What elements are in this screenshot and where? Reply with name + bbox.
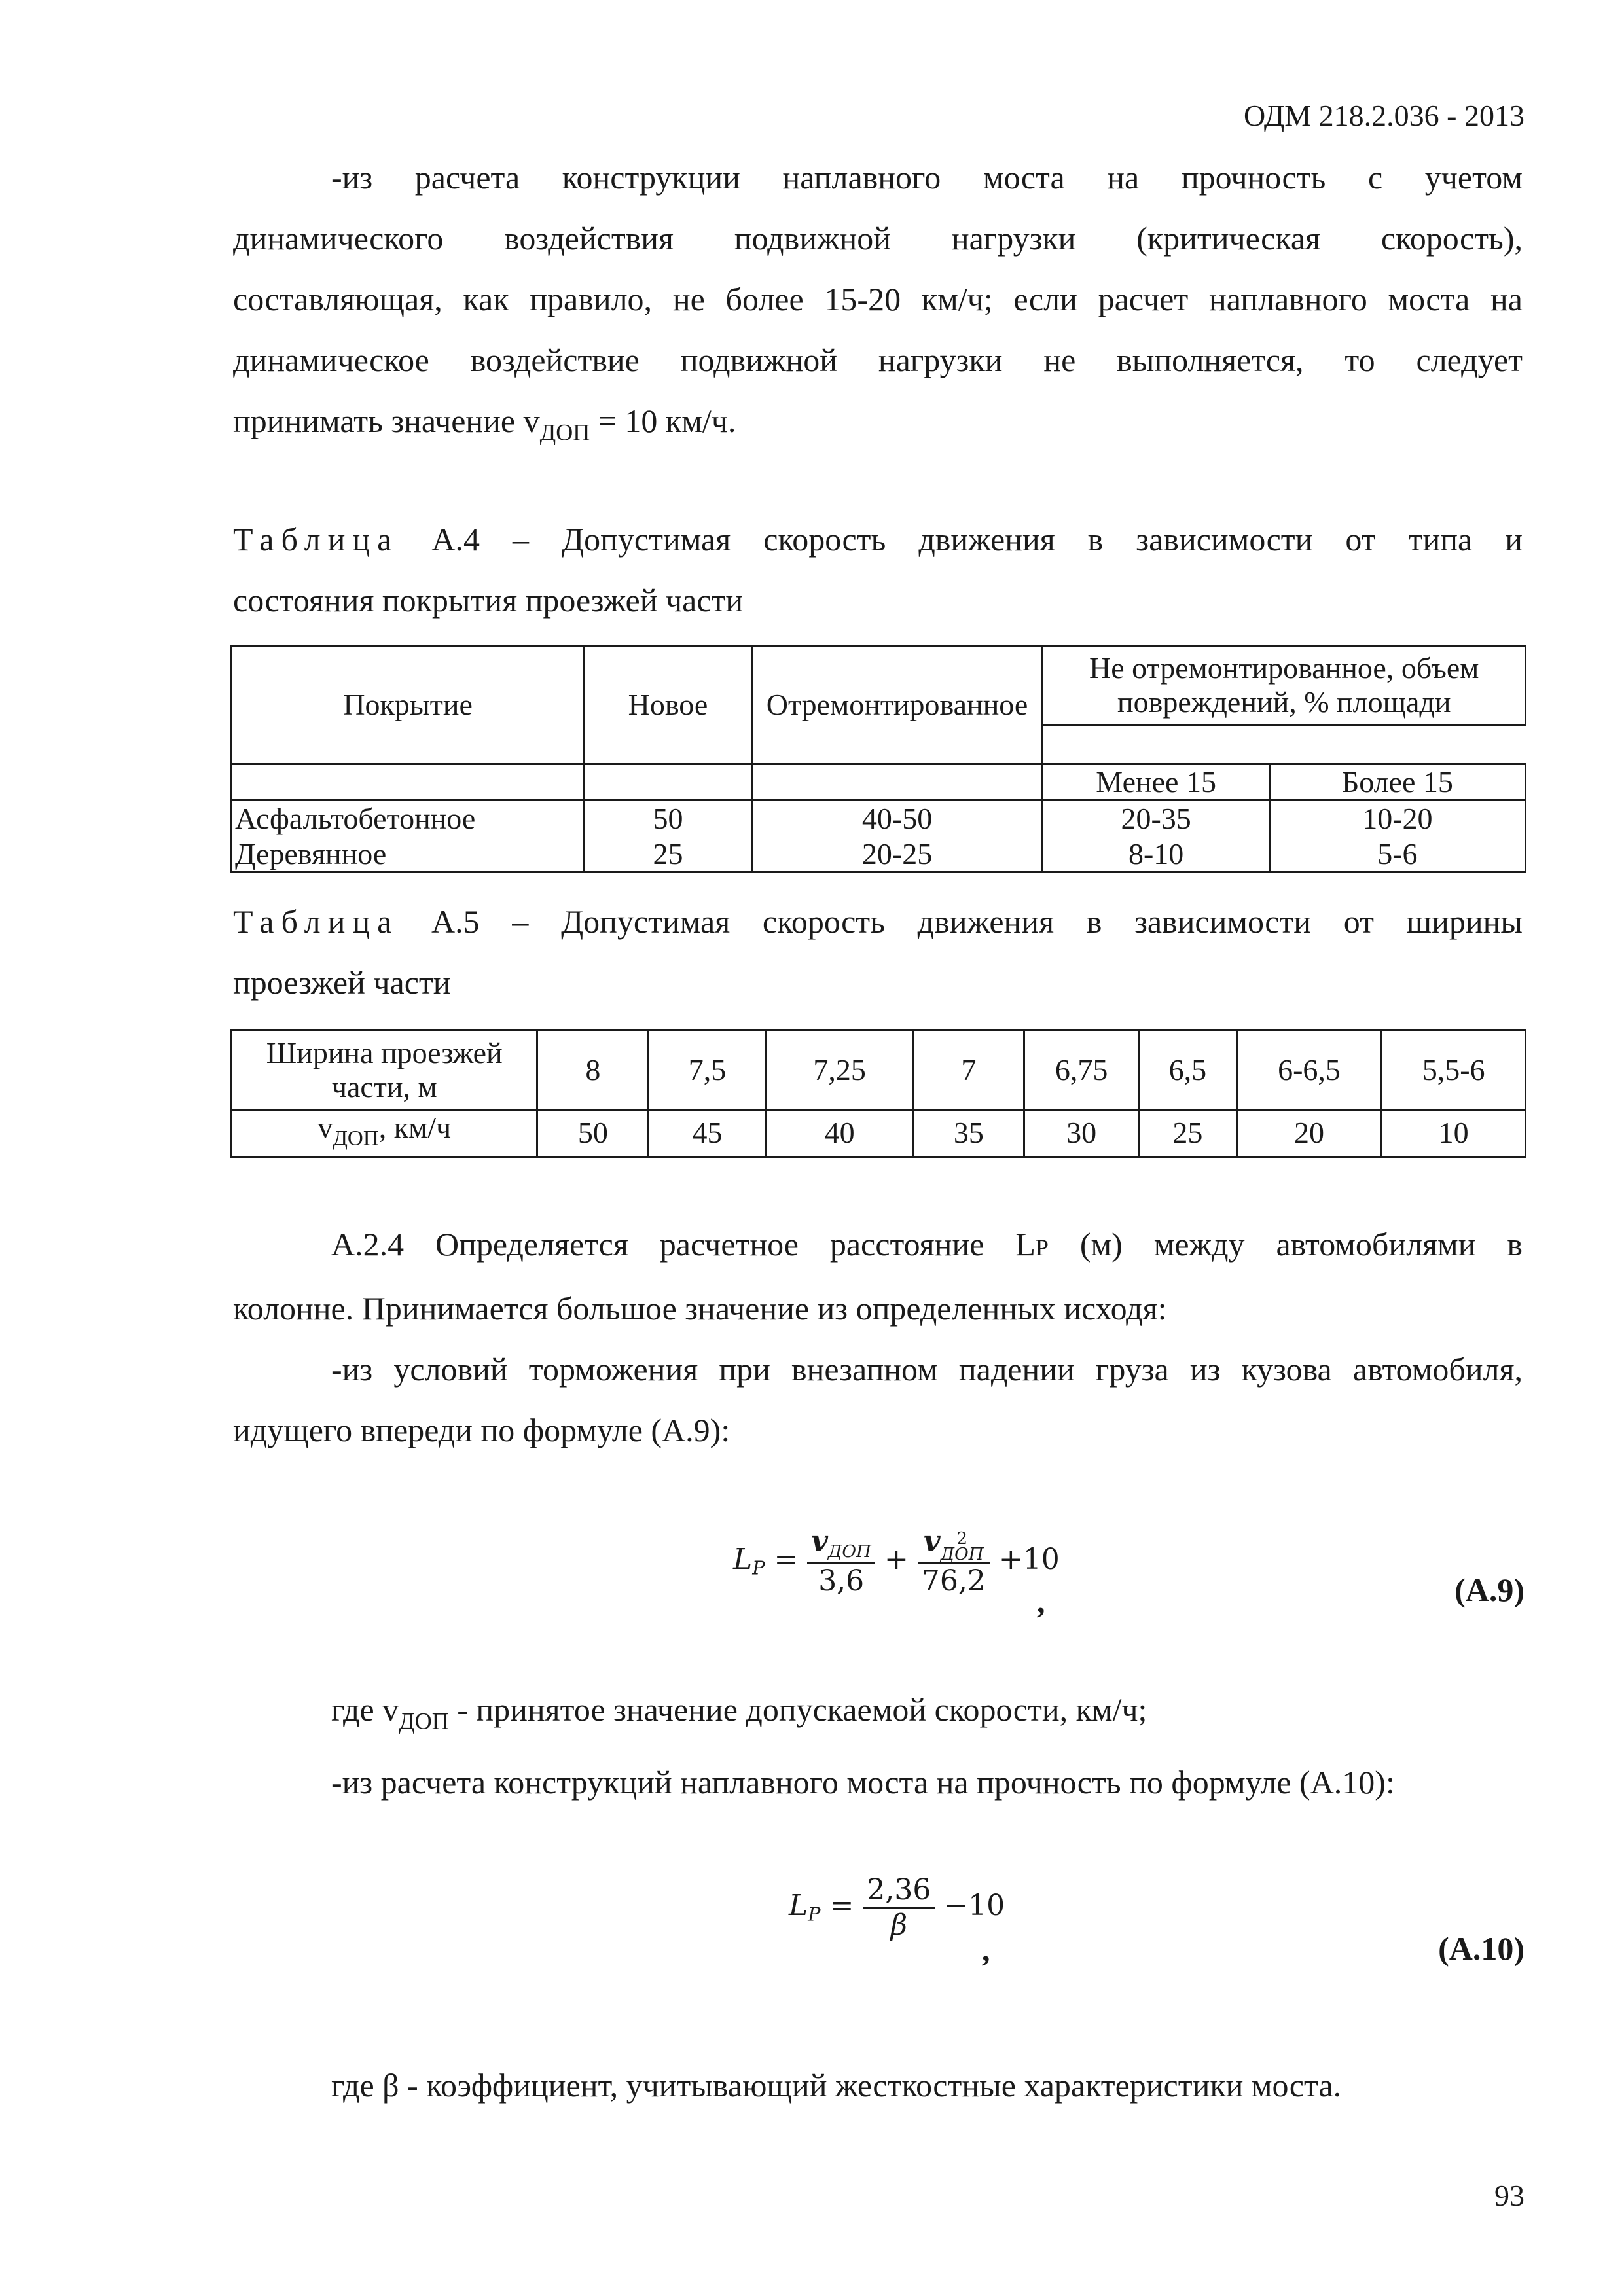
table5-caption — [233, 891, 1523, 1013]
row-width-label: Ширина проезжей части, м — [232, 1030, 537, 1110]
intro-line-5: принимать значение $v_{ДОП} = 10$ км/ч. — [233, 403, 736, 446]
table4-caption — [233, 509, 1523, 631]
width-cell: 7,5 — [649, 1030, 767, 1110]
table4-caption-line-1: Таблица А.4 – Допустимая скорость движения в зависимости от типа и — [233, 521, 1523, 558]
header-blank-1 — [232, 764, 585, 800]
intro-line-4: динамическое воздействие подвижной нагрузки не выполняется, то следует — [233, 342, 1523, 378]
speed-cell: 40 — [766, 1110, 913, 1157]
table-row — [232, 837, 1526, 872]
section-line-4: идущего впереди по формуле (А.9): — [233, 1412, 731, 1448]
formula-a10-comma: , — [982, 1931, 990, 1968]
fraction-a10: $\frac{2,36}{\beta}$ — [863, 1873, 935, 1942]
formula-a9-comma: , — [1037, 1583, 1045, 1620]
intro-line-3: составляющая, как правило, не более 15-20 км/ч; если расчет наплавного моста на — [233, 281, 1523, 317]
speed-cell: 10 — [1382, 1110, 1526, 1157]
document-header: ОДМ 218.2.036 - 2013 — [1243, 99, 1525, 132]
header-repaired: Отремонтированное — [751, 646, 1043, 764]
width-cell: 8 — [537, 1030, 649, 1110]
width-cell: 6,75 — [1024, 1030, 1139, 1110]
speed-cell: 20 — [1236, 1110, 1382, 1157]
row-asphalt-more15: 10-20 — [1269, 800, 1525, 837]
row-wood-less15: 8-10 — [1043, 837, 1269, 872]
formula-a10: LP = $\frac{2,36}{\beta}$ −10 — [789, 1873, 1005, 1942]
section-line-2: колонне. Принимается большое значение из определенных исходя: — [233, 1290, 1167, 1327]
section-a24 — [233, 1214, 1523, 1461]
header-blank-3 — [751, 764, 1043, 800]
section-line-1: А.2.4 Определяется расчетное расстояние LP (м) между автомобилями в — [331, 1226, 1523, 1263]
fraction-1: $\frac{v_{ДОП}}{3,6}$ — [807, 1525, 875, 1597]
intro-paragraph — [233, 147, 1523, 463]
header-blank-2 — [585, 764, 751, 800]
intro-line-2: динамического воздействия подвижной нагрузки (критическая скорость), — [233, 220, 1523, 257]
where-beta — [233, 2055, 1523, 2116]
row-wood-repaired: 20-25 — [751, 837, 1043, 872]
row-speed-label: $v_{ДОП}$, км/ч — [232, 1110, 537, 1157]
section-line-3: -из условий торможения при внезапном падении груза из кузова автомобиля, — [331, 1351, 1523, 1388]
where-line-1: где $v_{ДОП}$ - принятое значение допускаемой скорости, км/ч; — [331, 1691, 1147, 1734]
header-new: Новое — [585, 646, 751, 764]
speed-cell: 25 — [1138, 1110, 1236, 1157]
equation-number-a9: (А.9) — [1454, 1571, 1525, 1608]
page-number: 93 — [1494, 2179, 1525, 2212]
table-row — [232, 800, 1526, 837]
width-cell: 6,5 — [1138, 1030, 1236, 1110]
a10-intro-line: -из расчета конструкций наплавного моста на прочность по формуле (А.10): — [331, 1763, 1395, 1801]
row-wood-new: 25 — [585, 837, 751, 872]
where-block — [233, 1679, 1523, 1813]
row-asphalt-coating: Асфальтобетонное — [232, 800, 585, 837]
where-beta-line: где β - коэффициент, учитывающий жесткостные характеристики моста. — [331, 2067, 1342, 2104]
table-row — [232, 1030, 1526, 1110]
row-wood-more15: 5-6 — [1269, 837, 1525, 872]
width-cell: 5,5-6 — [1382, 1030, 1526, 1110]
table-row — [232, 1110, 1526, 1157]
table-a5 — [230, 1029, 1526, 1158]
row-asphalt-repaired: 40-50 — [751, 800, 1043, 837]
width-cell: 7,25 — [766, 1030, 913, 1110]
row-wood-coating: Деревянное — [232, 837, 585, 872]
table5-caption-line-1: Таблица А.5 – Допустимая скорость движения в зависимости от ширины — [233, 903, 1523, 940]
formula-a9: LP = $\frac{v_{ДОП}}{3,6}$ + v 2 ДОП 76,2 +10 — [733, 1525, 1060, 1598]
table5-caption-line-2: проезжей части — [233, 964, 451, 1001]
width-cell: 6-6,5 — [1236, 1030, 1382, 1110]
fraction-2: v 2 ДОП 76,2 — [918, 1525, 990, 1598]
row-asphalt-less15: 20-35 — [1043, 800, 1269, 837]
intro-line-1: -из расчета конструкции наплавного моста на прочность с учетом — [331, 159, 1523, 196]
speed-cell: 50 — [537, 1110, 649, 1157]
table4-caption-line-2: состояния покрытия проезжей части — [233, 582, 744, 619]
row-asphalt-new: 50 — [585, 800, 751, 837]
header-unrepaired: Не отремонтированное, объем повреждений, % площади — [1043, 646, 1526, 725]
speed-cell: 30 — [1024, 1110, 1139, 1157]
table-a4 — [230, 645, 1526, 873]
header-coating: Покрытие — [232, 646, 585, 764]
equation-number-a10: (А.10) — [1438, 1930, 1525, 1967]
speed-cell: 45 — [649, 1110, 767, 1157]
header-less15: Менее 15 — [1043, 764, 1269, 800]
speed-cell: 35 — [913, 1110, 1024, 1157]
width-cell: 7 — [913, 1030, 1024, 1110]
header-more15: Более 15 — [1269, 764, 1525, 800]
